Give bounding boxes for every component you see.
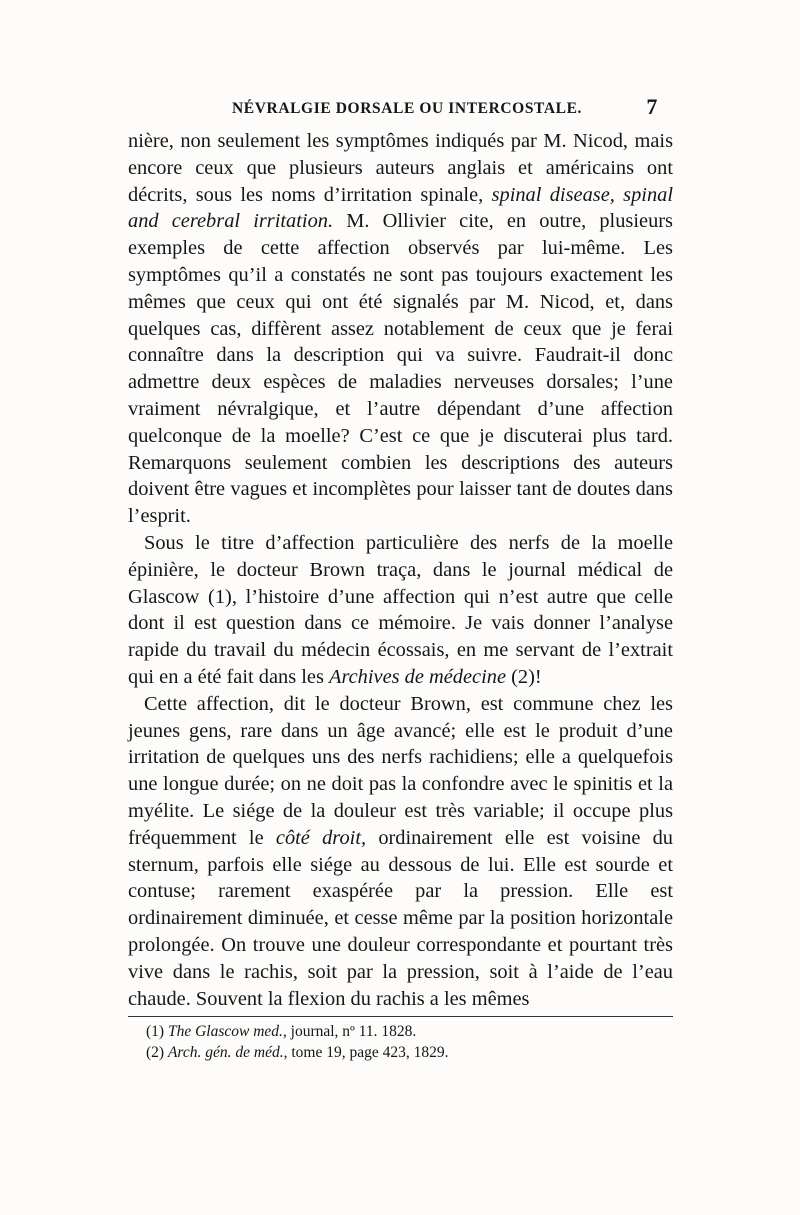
body-text [128, 128, 673, 1012]
paragraph-3-text-a: Cette affection, dit le docteur Brown, est commune chez les jeunes gens, rare dans un âge avancé; elle est le produit d’une irritation de quelques uns des nerfs rachidiens; elle a quelquefois une longue durée; on ne doit pas la confondre avec le spinitis et la myélite. Le siége de la douleur est très variable; il occupe plus fréquemment le [128, 692, 673, 849]
paragraph-1 [128, 128, 673, 530]
footnote-2 [146, 1042, 666, 1063]
footnote-2-detail: , tome 19, page 423, 1829. [283, 1044, 449, 1061]
footnote-1-detail: , journal, nº 11. 1828. [282, 1023, 417, 1040]
paragraph-1-text-a: nière, non seulement les symptômes indiqués par M. Nicod, mais encore ceux que plusieurs auteurs anglais et américains ont décrits, sous les noms d’irritation spinale, [128, 130, 673, 206]
page-number: 7 [646, 94, 658, 119]
paragraph-2-text-a: Sous le titre d’affection particulière des nerfs de la moelle épinière, le docteur Brown traça, dans le journal médical de Glascow (1), l’histoire d’une affection qui n’est autre que celle dont il est question dans ce mémoire. Je vais donner l’analyse rapide du travail du médecin écossais, en me servant de l’extrait qui en a été fait dans les [128, 531, 673, 688]
footnote-1 [146, 1021, 666, 1042]
footnote-2-source: Arch. gén. de méd. [167, 1044, 284, 1061]
footnote-1-source: The Glascow med. [167, 1023, 283, 1040]
footnote-1-mark: (1) [146, 1023, 168, 1040]
running-header [130, 96, 668, 124]
footnotes [146, 1021, 666, 1063]
paragraph-2-text-b: (2)! [506, 665, 542, 688]
paragraph-2 [128, 530, 673, 691]
footnote-2-mark: (2) [146, 1044, 168, 1061]
paragraph-1-text-b: M. Ollivier cite, en outre, plusieurs exemples de cette affection observés par lui-même. Les symptômes qu’il a constatés ne sont pas toujours exactement les mêmes que ceux qui ont été signalés par M. Nicod, et, dans quelques cas, diffèrent assez notablement de ceux que je ferai connaître dans la description qui va suivre. Faudrait-il donc admettre deux espèces de maladies nerveuses dorsales; l’une vraiment névralgique, et l’autre dépendant d’une affection quelconque de la moelle? C’est ce que je discuterai plus tard. Remarquons seulement combien les descriptions des auteurs doivent être vagues et incomplètes pour laisser tant de doutes dans l’esprit. [128, 210, 673, 528]
paragraph-3-text-b: ordinairement elle est voisine du sternum, parfois elle siége au dessous de lui. Elle est sourde et contuse; rarement exaspérée par la pression. Elle est ordinairement diminuée, et cesse même par la position horizontale prolongée. On trouve une douleur correspondante et pourtant très vive dans le rachis, soit par la pression, soit à l’aide de l’eau chaude. Souvent la flexion du rachis a les mêmes [128, 826, 673, 1010]
footnote-rule [128, 1016, 673, 1017]
paragraph-3-italic: côté droit, [275, 826, 367, 849]
paragraph-3 [128, 691, 673, 1013]
paragraph-2-italic: Archives de médecine [329, 665, 507, 688]
paragraph-1-italic: spinal disease, spinal and cerebral irritation. [128, 183, 673, 233]
running-title: NÉVRALGIE DORSALE OU INTERCOSTALE. [232, 100, 582, 117]
